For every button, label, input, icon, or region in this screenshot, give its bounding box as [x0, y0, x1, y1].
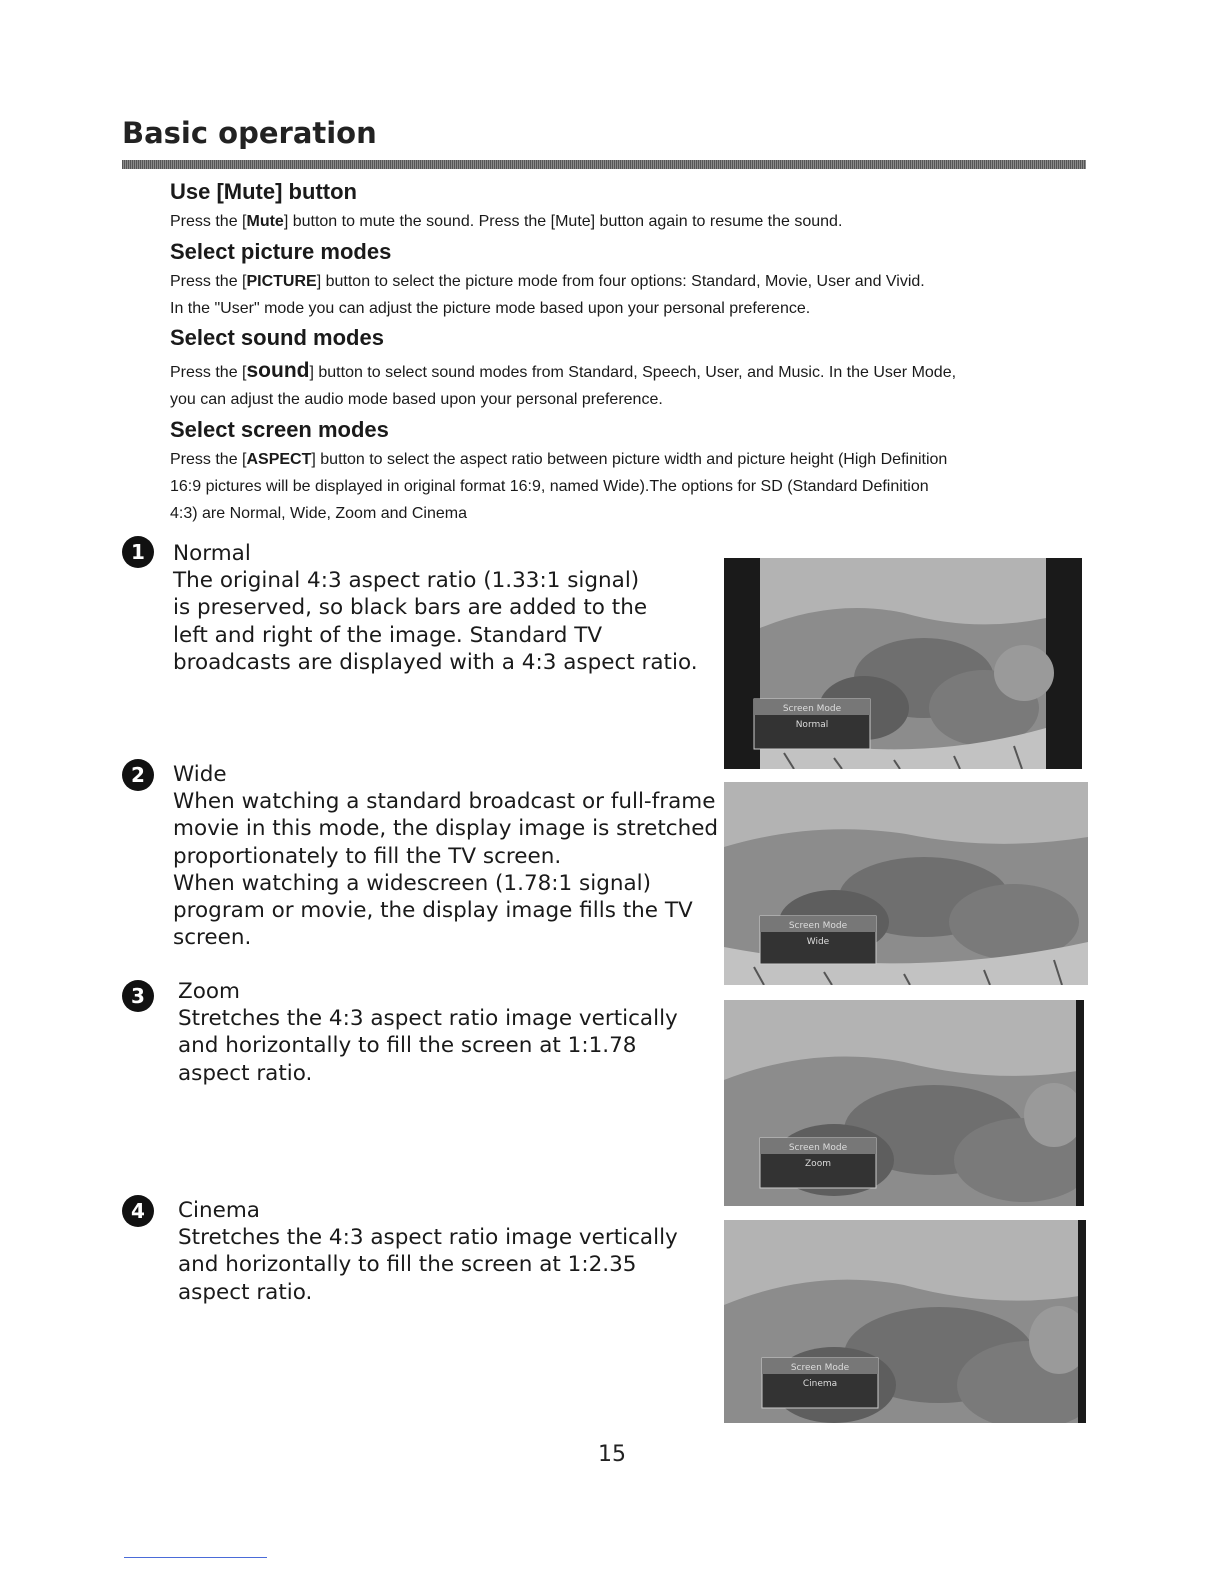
- osd-title: Screen Mode: [790, 1363, 850, 1373]
- mode-text-line: left and right of the image. Standard TV: [173, 622, 603, 648]
- mode-text-line: The original 4:3 aspect ratio (1.33:1 signal): [173, 568, 640, 594]
- osd-value: Wide: [806, 937, 830, 947]
- mode-cinema: [178, 1197, 678, 1306]
- mode-text-line: and horizontally to fill the screen at 1:2.35: [178, 1252, 637, 1278]
- page-title: Basic operation: [122, 116, 377, 150]
- mode-text-line: proportionately to fill the TV screen.: [173, 843, 562, 869]
- mode-text-line: and horizontally to fill the screen at 1:1.78: [178, 1033, 637, 1059]
- mode-zoom: [178, 978, 678, 1087]
- mode-text-line: When watching a widescreen (1.78:1 signal): [173, 870, 652, 896]
- section-heading-sound: Select sound modes: [170, 325, 384, 350]
- osd-title: Screen Mode: [788, 921, 848, 931]
- section-heading-screen: Select screen modes: [170, 417, 389, 442]
- mode-text-line: Stretches the 4:3 aspect ratio image vertically: [178, 1006, 678, 1032]
- mode-title: Wide: [173, 762, 227, 787]
- mode-number-badge: 2: [122, 759, 154, 791]
- mode-number-badge: 4: [122, 1195, 154, 1227]
- mode-text-line: program or movie, the display image fills the TV: [173, 898, 693, 924]
- text-line: Press the [Mute] button to mute the sound. Press the [Mute] button again to resume the sound.: [170, 213, 843, 230]
- mode-title: Cinema: [178, 1198, 260, 1223]
- mode-normal: [173, 540, 698, 676]
- text-line: Press the [PICTURE] button to select the picture mode from four options: Standard, Movie, User and Vivid.: [170, 273, 925, 290]
- osd-title: Screen Mode: [788, 1143, 848, 1153]
- section-text-screen: [170, 446, 1100, 527]
- mode-text-line: is preserved, so black bars are added to the: [173, 595, 648, 621]
- text-line: 16:9 pictures will be displayed in original format 16:9, named Wide).The options for SD (Standard Definition: [170, 478, 929, 495]
- mode-text-line: screen.: [173, 925, 252, 951]
- section-text-mute: [170, 208, 1100, 235]
- page-number: 15: [598, 1442, 626, 1467]
- osd-title: Screen Mode: [782, 704, 842, 714]
- section-heading-picture: Select picture modes: [170, 239, 392, 264]
- text-line: In the "User" mode you can adjust the picture mode based upon your personal preference.: [170, 300, 811, 317]
- text-line: Press the [sound] button to select sound modes from Standard, Speech, User, and Music. In the User Mode,: [170, 359, 957, 382]
- mode-text-line: aspect ratio.: [178, 1279, 313, 1305]
- section-text-picture: [170, 268, 1100, 322]
- osd-value: Cinema: [802, 1379, 838, 1389]
- mode-title: Zoom: [178, 979, 240, 1004]
- screen-mode-photo-zoom: [724, 1000, 1084, 1206]
- title-divider: [122, 160, 1086, 169]
- mode-number-badge: 3: [122, 980, 154, 1012]
- mode-text-line: broadcasts are displayed with a 4:3 aspect ratio.: [173, 649, 698, 675]
- screen-mode-photo-wide: [724, 782, 1088, 985]
- section-heading-mute: Use [Mute] button: [170, 179, 357, 204]
- text-line: you can adjust the audio mode based upon your personal preference.: [170, 391, 663, 408]
- mode-text-line: movie in this mode, the display image is stretched: [173, 816, 719, 842]
- mode-wide: [173, 761, 718, 951]
- osd-value: Normal: [795, 720, 829, 730]
- mode-title: Normal: [173, 541, 251, 566]
- mode-text-line: When watching a standard broadcast or full-frame: [173, 789, 716, 815]
- screen-mode-photo-normal: [724, 558, 1082, 769]
- footer-divider: [124, 1557, 267, 1558]
- mode-text-line: Stretches the 4:3 aspect ratio image vertically: [178, 1225, 678, 1251]
- section-text-sound: [170, 357, 1100, 413]
- text-line: 4:3) are Normal, Wide, Zoom and Cinema: [170, 505, 467, 522]
- mode-number-badge: 1: [122, 536, 154, 568]
- osd-value: Zoom: [805, 1159, 831, 1169]
- screen-mode-photo-cinema: [724, 1220, 1086, 1423]
- text-line: Press the [ASPECT] button to select the aspect ratio between picture width and picture height (High Definition: [170, 451, 948, 468]
- mode-text-line: aspect ratio.: [178, 1060, 313, 1086]
